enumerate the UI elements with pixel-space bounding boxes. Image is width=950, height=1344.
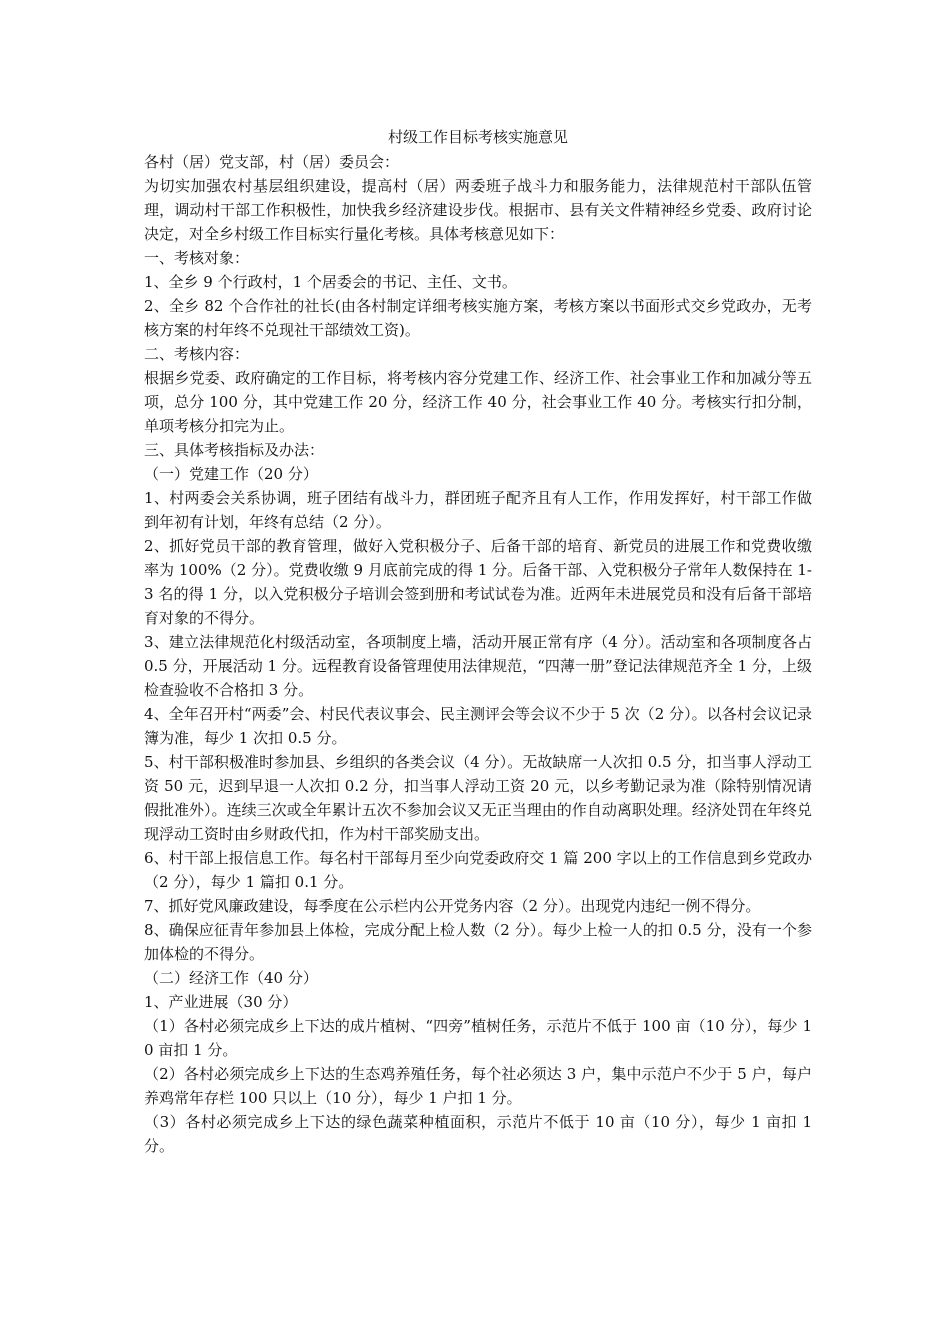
section-heading-2: 二、考核内容：: [144, 345, 250, 363]
salutation: 各村（居）党支部，村（居）委员会：: [144, 153, 400, 171]
subsection-heading: （一）党建工作（20 分）: [144, 465, 318, 483]
paragraph: （2）各村必须完成乡上下达的生态鸡养殖任务，每个社必须达 3 户，集中示范户不少于 5 户，每户养鸡常年存栏 100 只以上（10 分），每少 1 户扣 1 分。: [144, 1065, 812, 1107]
document-title: 村级工作目标考核实施意见: [387, 128, 568, 146]
paragraph: 5、村干部积极准时参加县、乡组织的各类会议（4 分）。无故缺席一人次扣 0.5 分，扣当事人浮动工资 50 元，迟到早退一人次扣 0.2 分，扣当事人浮动工资 20 元，以乡考勤记录为准（除特别情况请假批准外）。连续三次或全年累计五次不参加会议又无正当理由的作自动离职处理。经济处罚在年终兑现浮动工资时由乡财政代扣，作为村干部奖励支出。: [144, 753, 812, 843]
subsection-heading: （二）经济工作（40 分）: [144, 969, 318, 987]
intro-paragraph: 为切实加强农村基层组织建设，提高村（居）两委班子战斗力和服务能力，法律规范村干部队伍管理，调动村干部工作积极性，加快我乡经济建设步伐。根据市、县有关文件精神经乡党委、政府讨论决定，对全乡村级工作目标实行量化考核。具体考核意见如下：: [144, 177, 812, 243]
paragraph: 7、抓好党风廉政建设，每季度在公示栏内公开党务内容（2 分）。出现党内违纪一例不得分。: [144, 897, 761, 915]
paragraph: 8、确保应征青年参加县上体检，完成分配上检人数（2 分）。每少上检一人的扣 0.5 分，没有一个参加体检的不得分。: [144, 921, 812, 963]
paragraph: 1、产业进展（30 分）: [144, 993, 298, 1011]
paragraph: （1）各村必须完成乡上下达的成片植树、“四旁”植树任务，示范片不低于 100 亩（10 分），每少 10 亩扣 1 分。: [144, 1017, 812, 1059]
document-page: [144, 126, 812, 1158]
section-heading-1: 一、考核对象：: [144, 249, 250, 267]
paragraph: （3）各村必须完成乡上下达的绿色蔬菜种植面积，示范片不低于 10 亩（10 分），每少 1 亩扣 1 分。: [144, 1113, 812, 1155]
document-body: [144, 150, 812, 1158]
paragraph: 6、村干部上报信息工作。每名村干部每月至少向党委政府交 1 篇 200 字以上的工作信息到乡党政办（2 分），每少 1 篇扣 0.1 分。: [144, 849, 812, 891]
paragraph: 根据乡党委、政府确定的工作目标，将考核内容分党建工作、经济工作、社会事业工作和加减分等五项，总分 100 分，其中党建工作 20 分，经济工作 40 分，社会事业工作 40 分。考核实行扣分制，单项考核分扣完为止。: [144, 369, 812, 435]
paragraph: 1、全乡 9 个行政村，1 个居委会的书记、主任、文书。: [144, 273, 517, 291]
paragraph: 2、抓好党员干部的教育管理，做好入党积极分子、后备干部的培育、新党员的进展工作和党费收缴率为 100%（2 分）。党费收缴 9 月底前完成的得 1 分。后备干部、入党积极分子常年人数保持在 1-3 名的得 1 分，以入党积极分子培训会签到册和考试试卷为准。近两年未进展党员和没有后备干部培育对象的不得分。: [144, 537, 812, 627]
paragraph: 3、建立法律规范化村级活动室，各项制度上墙，活动开展正常有序（4 分）。活动室和各项制度各占 0.5 分，开展活动 1 分。远程教育设备管理使用法律规范，“四薄一册”登记法律规范齐全 1 分，上级检查验收不合格扣 3 分。: [144, 633, 812, 699]
section-heading-3: 三、具体考核指标及办法：: [144, 441, 325, 459]
paragraph: 1、村两委会关系协调，班子团结有战斗力，群团班子配齐且有人工作，作用发挥好，村干部工作做到年初有计划，年终有总结（2 分）。: [144, 489, 812, 531]
paragraph: 2、全乡 82 个合作社的社长(由各村制定详细考核实施方案，考核方案以书面形式交乡党政办，无考核方案的村年终不兑现社干部绩效工资)。: [144, 297, 812, 339]
paragraph: 4、全年召开村“两委”会、村民代表议事会、民主测评会等会议不少于 5 次（2 分）。以各村会议记录簿为准，每少 1 次扣 0.5 分。: [144, 705, 812, 747]
